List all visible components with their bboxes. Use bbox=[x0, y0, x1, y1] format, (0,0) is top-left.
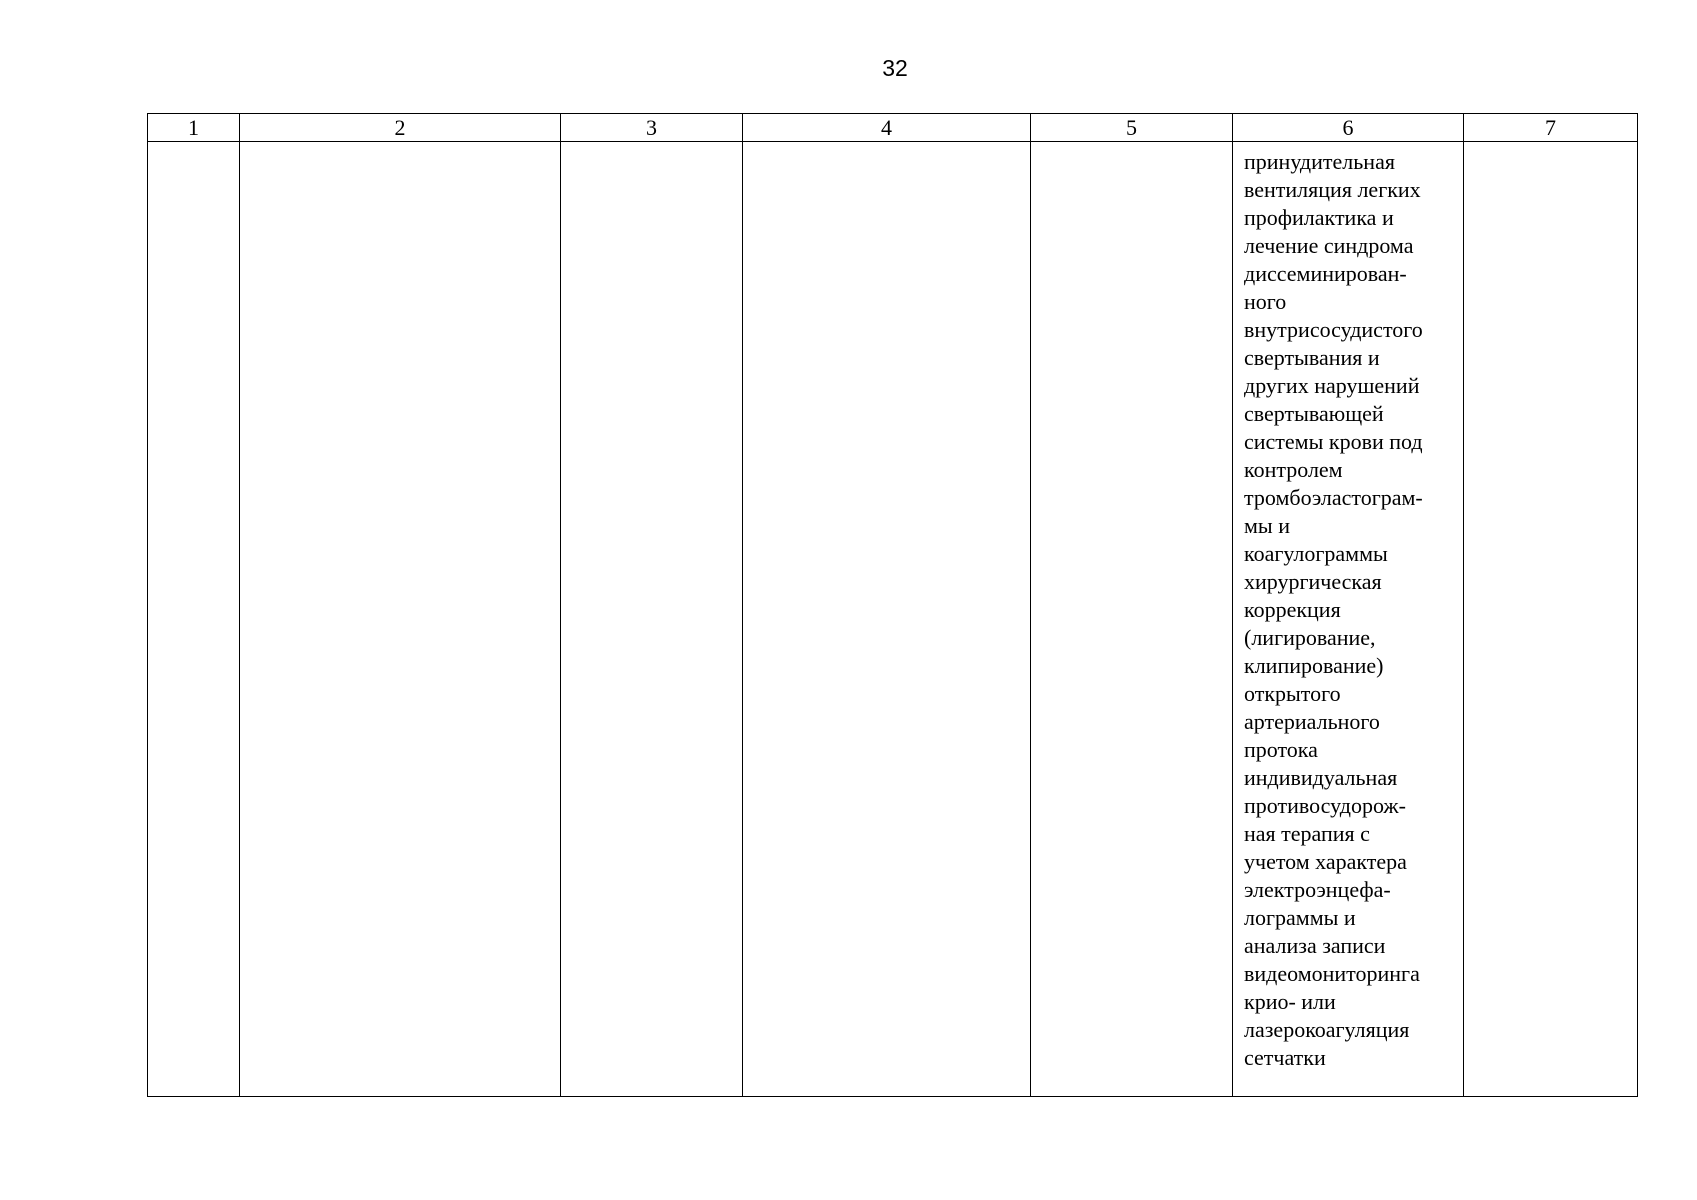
text-line: профилактика и bbox=[1244, 205, 1394, 230]
text-line: тромбоэластограм- bbox=[1244, 485, 1423, 510]
text-line: (лигирование, bbox=[1244, 625, 1376, 650]
column-header-1: 1 bbox=[148, 114, 240, 142]
text-line: свертывающей bbox=[1244, 401, 1384, 426]
text-line: мы и bbox=[1244, 513, 1290, 538]
text-line: принудительная bbox=[1244, 149, 1395, 174]
text-line: протока bbox=[1244, 737, 1318, 762]
text-line: учетом характера bbox=[1244, 849, 1407, 874]
text-line: артериального bbox=[1244, 709, 1380, 734]
column-header-3: 3 bbox=[561, 114, 743, 142]
column-header-2: 2 bbox=[240, 114, 561, 142]
text-line: индивидуальная bbox=[1244, 765, 1398, 790]
text-line: ная терапия с bbox=[1244, 821, 1370, 846]
text-line: вентиляция легких bbox=[1244, 177, 1421, 202]
text-line: лечение синдрома bbox=[1244, 233, 1414, 258]
table-row bbox=[148, 142, 1638, 1097]
text-line: открытого bbox=[1244, 681, 1341, 706]
medical-care-table bbox=[147, 113, 1638, 1097]
text-line: хирургическая bbox=[1244, 569, 1382, 594]
text-line: коагулограммы bbox=[1244, 541, 1388, 566]
text-line: контролем bbox=[1244, 457, 1343, 482]
column-header-7: 7 bbox=[1464, 114, 1638, 142]
cell-col4 bbox=[743, 142, 1031, 1097]
column-header-5: 5 bbox=[1031, 114, 1233, 142]
cell-col6-treatment-methods bbox=[1233, 142, 1464, 1097]
text-line: крио- или bbox=[1244, 989, 1336, 1014]
text-line: ного bbox=[1244, 289, 1287, 314]
column-header-6: 6 bbox=[1233, 114, 1464, 142]
cell-col5 bbox=[1031, 142, 1233, 1097]
text-line: электроэнцефа- bbox=[1244, 877, 1391, 902]
table-header-row bbox=[148, 114, 1638, 142]
text-line: свертывания и bbox=[1244, 345, 1380, 370]
text-line: диссеминирован- bbox=[1244, 261, 1407, 286]
text-line: внутрисосудистого bbox=[1244, 317, 1423, 342]
text-line: клипирование) bbox=[1244, 653, 1384, 678]
cell-col1 bbox=[148, 142, 240, 1097]
text-line: коррекция bbox=[1244, 597, 1341, 622]
text-line: видеомониторинга bbox=[1244, 961, 1420, 986]
text-line: других нарушений bbox=[1244, 373, 1420, 398]
cell-col3 bbox=[561, 142, 743, 1097]
text-line: анализа записи bbox=[1244, 933, 1386, 958]
treatment-methods-text bbox=[1233, 142, 1463, 1072]
text-line: лограммы и bbox=[1244, 905, 1356, 930]
text-line: системы крови под bbox=[1244, 429, 1423, 454]
text-line: лазерокоагуляция bbox=[1244, 1017, 1410, 1042]
cell-col7 bbox=[1464, 142, 1638, 1097]
cell-col2 bbox=[240, 142, 561, 1097]
text-line: противосудорож- bbox=[1244, 793, 1406, 818]
text-line: сетчатки bbox=[1244, 1045, 1326, 1070]
page-number: 32 bbox=[882, 55, 908, 81]
column-header-4: 4 bbox=[743, 114, 1031, 142]
